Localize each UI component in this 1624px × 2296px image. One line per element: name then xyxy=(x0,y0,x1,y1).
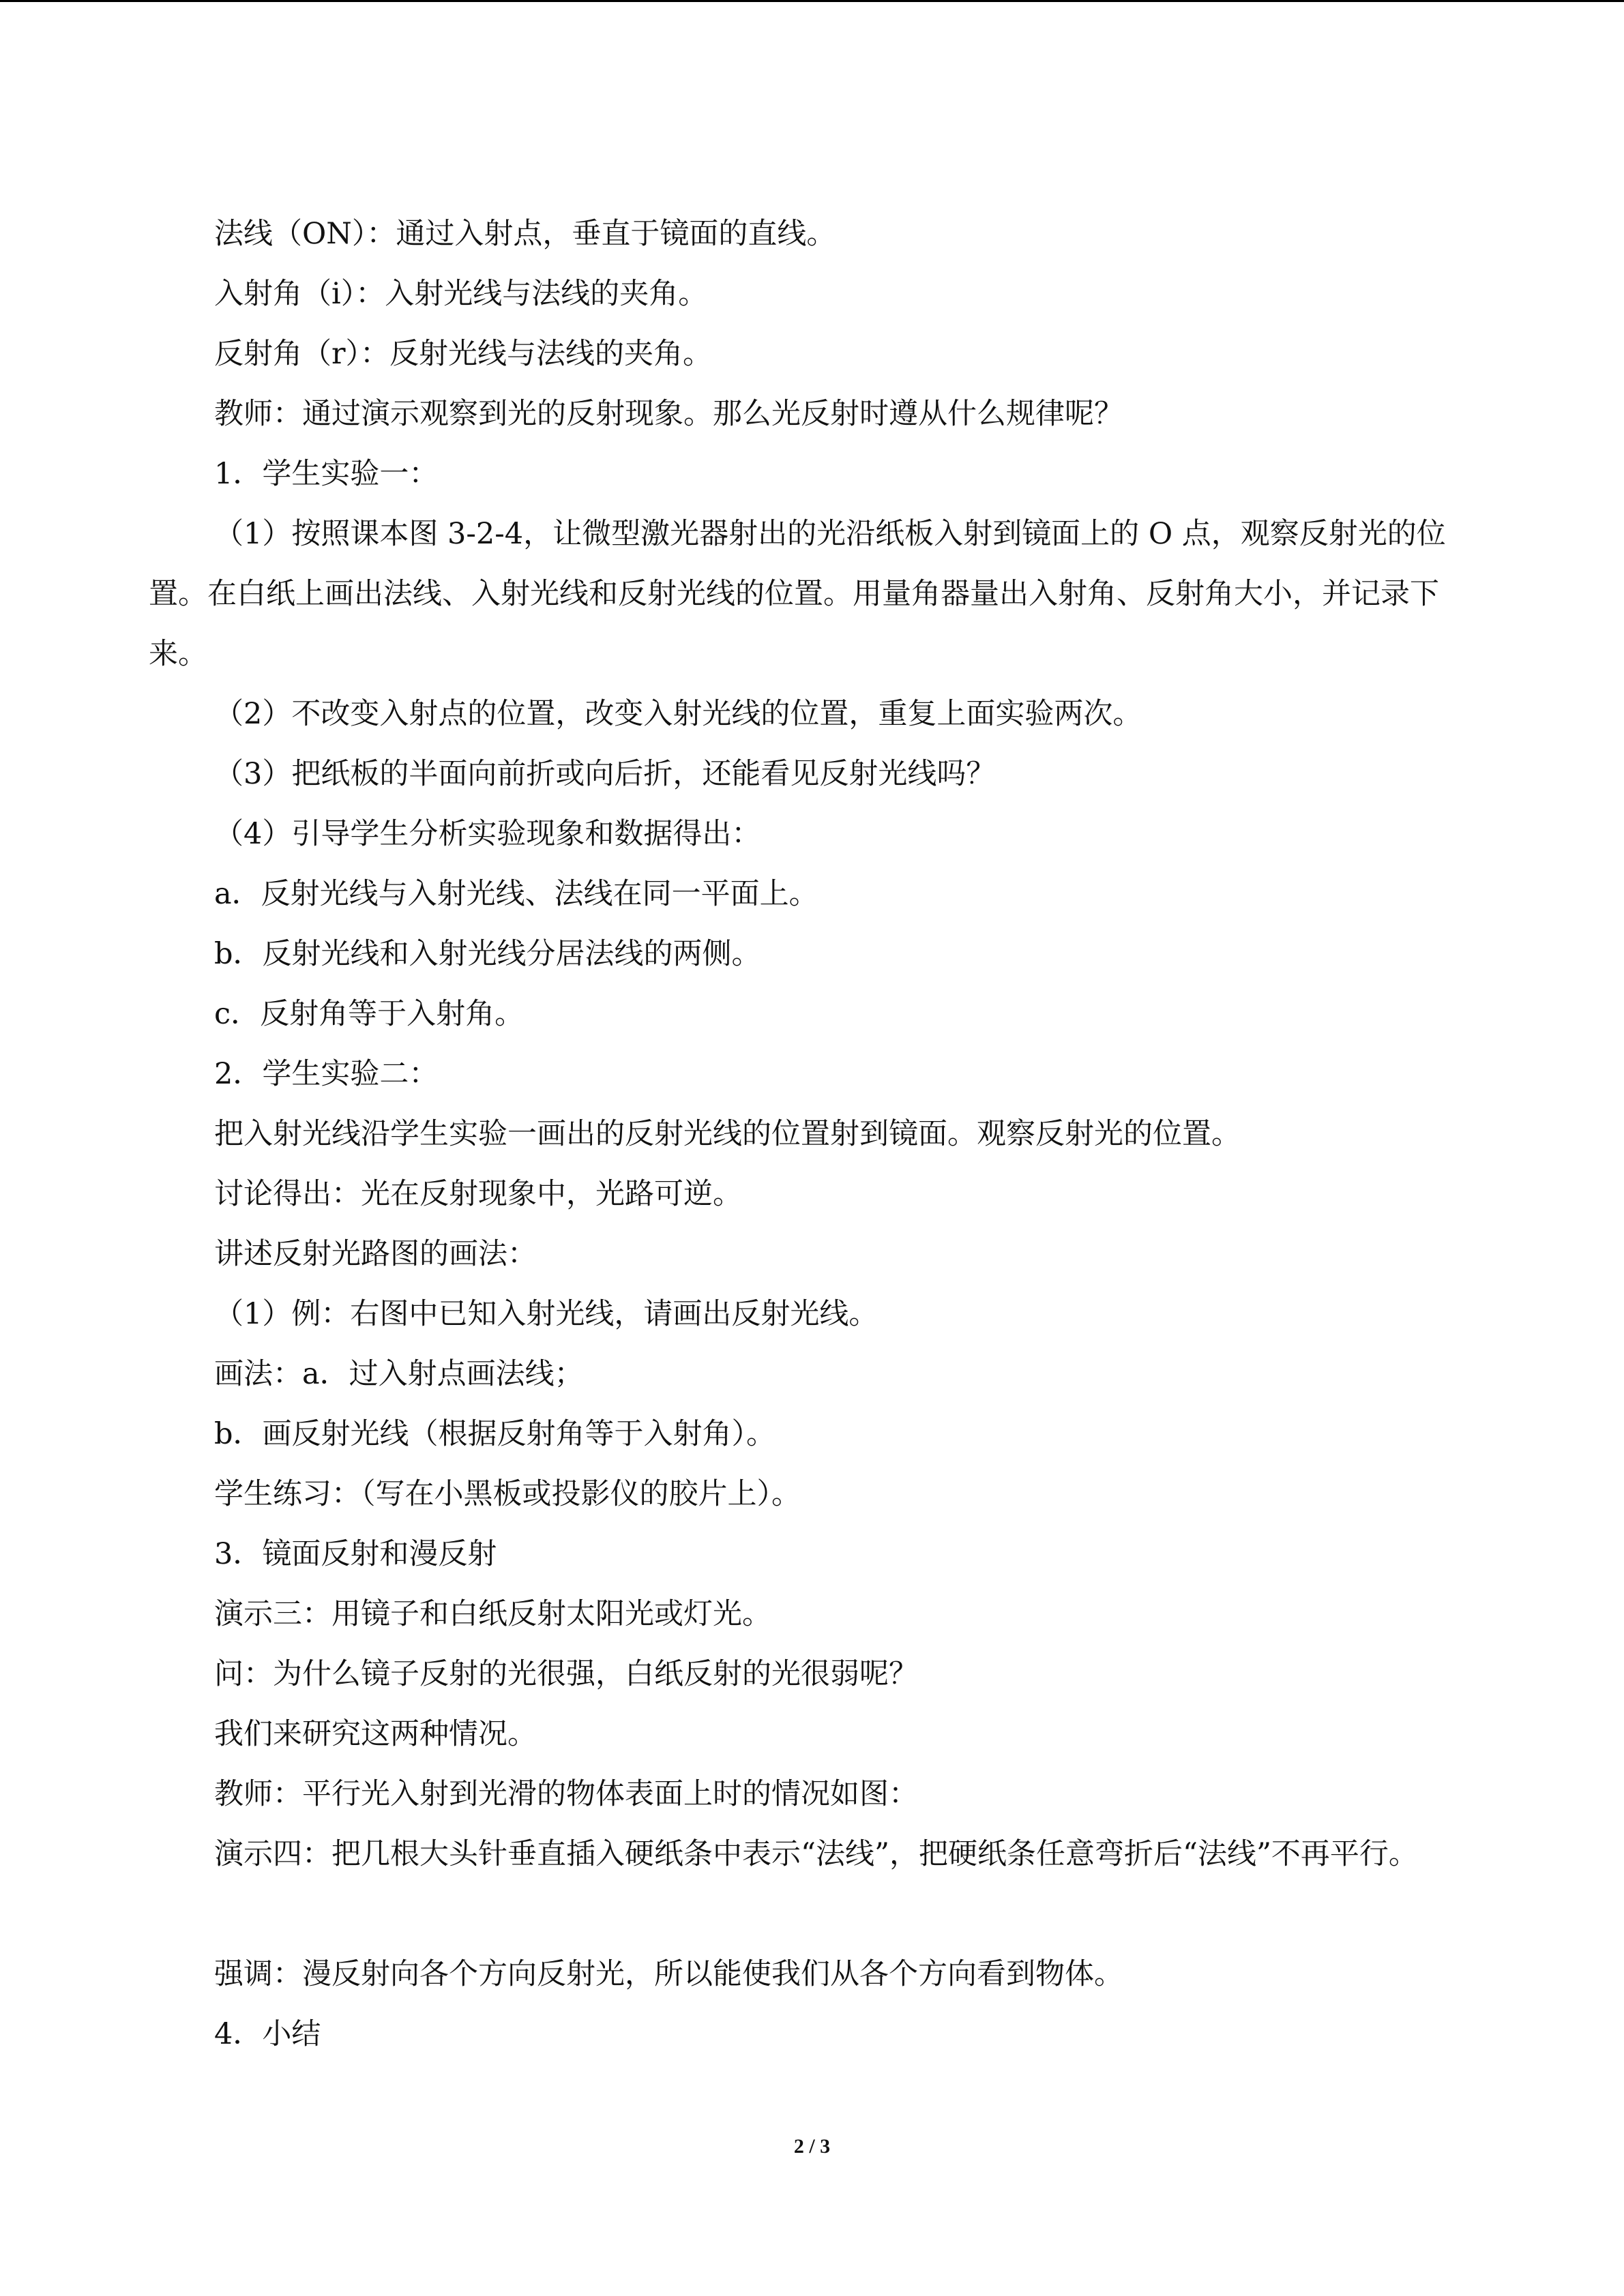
text-line: 讨论得出：光在反射现象中，光路可逆。 xyxy=(214,1177,742,1211)
paragraph: 演示四：把几根大头针垂直插入硬纸条中表示“法线”，把硬纸条任意弯折后“法线”不再平行。 xyxy=(214,1837,1418,1871)
list-item: c．反射角等于入射角。 xyxy=(214,997,525,1031)
document-body xyxy=(149,204,1479,2064)
paragraph: （1）按照课本图 3-2-4，让微型激光器射出的光沿纸板入射到镜面上的 O 点，观察反射光的位置。在白纸上画出法线、入射光线和反射光线的位置。用量角器量出入射角、反射角大小，并记录下来。 xyxy=(149,517,1446,671)
section-heading: 2．学生实验二： xyxy=(214,1057,439,1091)
text-line: 问：为什么镜子反射的光很强，白纸反射的光很弱呢？ xyxy=(214,1657,918,1691)
text-line: 法线（ON）：通过入射点，垂直于镜面的直线。 xyxy=(214,217,836,251)
section-heading: 1．学生实验一： xyxy=(214,457,439,491)
text-line: 我们来研究这两种情况。 xyxy=(214,1717,537,1751)
page-number: 2 / 3 xyxy=(793,2135,831,2158)
text-line: b．画反射光线（根据反射角等于入射角）。 xyxy=(214,1417,776,1451)
text-line: 强调：漫反射向各个方向反射光，所以能使我们从各个方向看到物体。 xyxy=(214,1957,1123,1991)
text-line: （1）例：右图中已知入射光线，请画出反射光线。 xyxy=(214,1297,879,1331)
text-line: 演示三：用镜子和白纸反射太阳光或灯光。 xyxy=(214,1597,771,1631)
section-heading: 3．镜面反射和漫反射 xyxy=(214,1537,497,1571)
text-line: 画法：a．过入射点画法线； xyxy=(214,1357,584,1391)
text-line: 讲述反射光路图的画法： xyxy=(214,1237,537,1271)
section-heading: 4．小结 xyxy=(214,2017,321,2051)
text-line: 学生练习：（写在小黑板或投影仪的胶片上）。 xyxy=(214,1477,801,1511)
text-line: 把入射光线沿学生实验一画出的反射光线的位置射到镜面。观察反射光的位置。 xyxy=(214,1117,1241,1151)
text-line: （4）引导学生分析实验现象和数据得出： xyxy=(214,817,761,851)
text-line: （2）不改变入射点的位置，改变入射光线的位置，重复上面实验两次。 xyxy=(214,697,1142,731)
text-line: 教师：通过演示观察到光的反射现象。那么光反射时遵从什么规律呢？ xyxy=(214,397,1123,431)
list-item: a．反射光线与入射光线、法线在同一平面上。 xyxy=(214,877,818,911)
text-line: （3）把纸板的半面向前折或向后折，还能看见反射光线吗？ xyxy=(214,757,996,791)
text-line: 教师：平行光入射到光滑的物体表面上时的情况如图： xyxy=(214,1777,918,1811)
text-line: 入射角（i）：入射光线与法线的夹角。 xyxy=(214,277,708,311)
list-item: b．反射光线和入射光线分居法线的两侧。 xyxy=(214,937,761,971)
text-line: 反射角（r）：反射光线与法线的夹角。 xyxy=(214,337,713,371)
